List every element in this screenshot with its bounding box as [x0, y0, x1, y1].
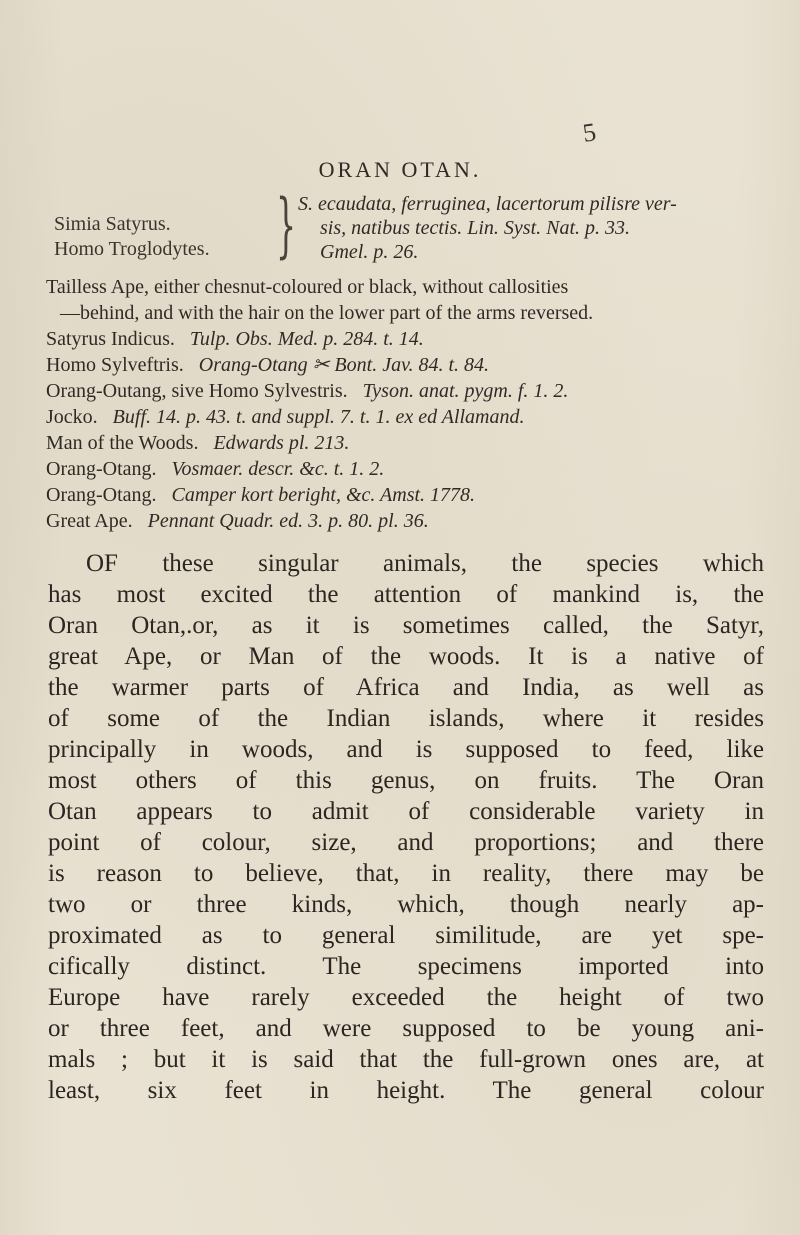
entry-reference: Camper kort beright, &c. Amst. 1778.: [171, 484, 476, 506]
tailless-line: Tailless Ape, either chesnut-coloured or black, without callosities: [46, 276, 569, 298]
synonym-entry: [46, 508, 766, 534]
entry-name: Great Ape.: [46, 510, 133, 532]
synonym-name: Homo Troglodytes.: [54, 238, 210, 260]
tailless-description: [46, 274, 766, 326]
body-line: cifically distinct. The specimens imported into: [48, 953, 764, 980]
synonym-name: Simia Satyrus.: [54, 213, 171, 235]
body-line: has most excited the attention of mankind is, the: [48, 581, 764, 608]
body-line: or three feet, and were supposed to be young ani-: [48, 1015, 764, 1042]
brace-glyph: }: [276, 184, 297, 266]
body-line: point of colour, size, and proportions; and there: [48, 829, 764, 856]
entry-name: Homo Sylveftris.: [46, 354, 184, 376]
synonym-entry: [46, 456, 766, 482]
synonymy-block: [46, 184, 766, 534]
body-line: of some of the Indian islands, where it resides: [48, 705, 764, 732]
entry-reference: Orang-Otang ✂ Bont. Jav. 84. t. 84.: [198, 354, 490, 376]
body-line: OF these singular animals, the species which: [86, 550, 764, 577]
linnaean-description: [298, 192, 768, 264]
description-line: sis, natibus tectis. Lin. Syst. Nat. p. 33.: [320, 217, 631, 239]
synonym-names: [54, 212, 210, 262]
entry-reference: Vosmaer. descr. &c. t. 1. 2.: [171, 458, 385, 480]
synonym-entry: [46, 404, 766, 430]
synonym-entry: [46, 430, 766, 456]
entry-reference: Pennant Quadr. ed. 3. p. 80. pl. 36.: [147, 510, 429, 532]
body-line: mals ; but it is said that the full-grown ones are, at: [48, 1046, 764, 1073]
entry-name: Orang-Outang, sive Homo Sylvestris.: [46, 380, 348, 402]
entry-name: Man of the Woods.: [46, 432, 199, 454]
body-line: Otan appears to admit of considerable variety in: [48, 798, 764, 825]
entry-name: Orang-Otang.: [46, 484, 157, 506]
body-line: Europe have rarely exceeded the height of two: [48, 984, 764, 1011]
body-line: Oran Otan,.or, as it is sometimes called, the Satyr,: [48, 612, 764, 639]
body-line: principally in woods, and is supposed to feed, like: [48, 736, 764, 763]
body-line: is reason to believe, that, in reality, there may be: [48, 860, 764, 887]
entry-reference: Tulp. Obs. Med. p. 284. t. 14.: [189, 328, 424, 350]
description-line: Gmel. p. 26.: [320, 241, 419, 263]
page-number: 5: [580, 117, 598, 148]
entry-name: Jocko.: [46, 406, 98, 428]
body-paragraph: [48, 548, 764, 1106]
entry-name: Satyrus Indicus.: [46, 328, 175, 350]
synonym-entry: [46, 378, 766, 404]
synonym-entry: [46, 326, 766, 352]
entry-reference: Tyson. anat. pygm. f. 1. 2.: [362, 380, 569, 402]
description-line: S. ecaudata, ferruginea, lacertorum pilisre ver-: [298, 193, 677, 215]
body-line: two or three kinds, which, though nearly ap-: [48, 891, 764, 918]
entry-reference: Buff. 14. p. 43. t. and suppl. 7. t. 1. ex ed Allamand.: [112, 406, 525, 428]
entry-reference: Edwards pl. 213.: [213, 432, 350, 454]
running-head: ORAN OTAN.: [318, 157, 482, 182]
body-line: great Ape, or Man of the woods. It is a native of: [48, 643, 764, 670]
synonym-entry: [46, 482, 766, 508]
entry-name: Orang-Otang.: [46, 458, 157, 480]
body-line: the warmer parts of Africa and India, as well as: [48, 674, 764, 701]
body-line: most others of this genus, on fruits. The Oran: [48, 767, 764, 794]
body-line: proximated as to general similitude, are yet spe-: [48, 922, 764, 949]
body-line: least, six feet in height. The general colour: [48, 1077, 764, 1104]
tailless-line: —behind, and with the hair on the lower part of the arms reversed.: [60, 302, 594, 324]
synonym-entry: [46, 352, 766, 378]
synonymy-header: [46, 184, 766, 274]
